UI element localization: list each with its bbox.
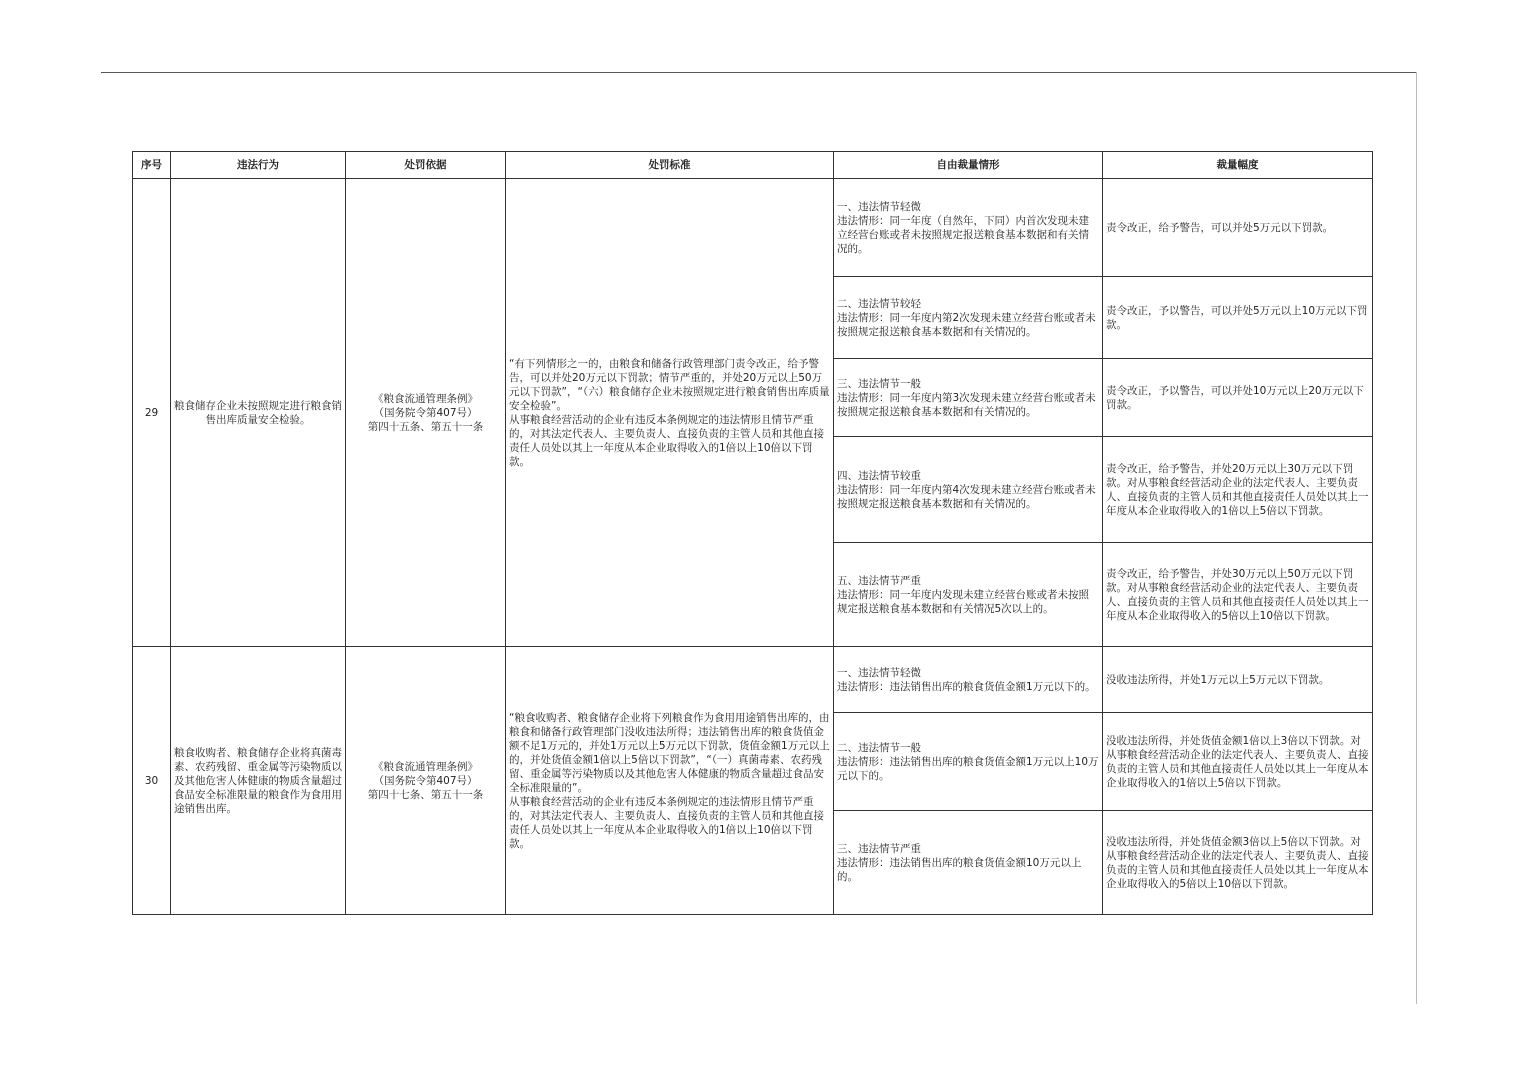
discretion-range: 责令改正，给予警告，并处30万元以上50万元以下罚款。对从事粮食经营活动企业的法定代表人、主要负责人、直接负责的主管人员和其他直接责任人员处以其上一年度从本企业取得收入的5倍以上10倍以下罚款。: [1103, 543, 1373, 647]
table-row: [133, 647, 1373, 713]
header-penalty-basis: 处罚依据: [346, 152, 506, 179]
row-serial-number: 29: [133, 179, 171, 647]
discretion-situation: 五、违法情节严重 违法情形：同一年度内发现未建立经营台账或者未按照规定报送粮食基本数据和有关情况5次以上的。: [834, 543, 1103, 647]
discretion-situation: 二、违法情节一般 违法情形：违法销售出库的粮食货值金额1万元以上10万元以下的。: [834, 713, 1103, 811]
page-top-rule: [101, 72, 1417, 73]
row-penalty-standard: “粮食收购者、粮食储存企业将下列粮食作为食用用途销售出库的，由粮食和储备行政管理部门没收违法所得；违法销售出库的粮食货值金额不足1万元的，并处1万元以上5万元以下罚款，货值金额1万元以上的，并处货值金额1倍以上5倍以下罚款”，“（一）真菌毒素、农药残留、重金属等污染物质以及其他危害人体健康的物质含量超过食品安全标准限量的”。 从事粮食经营活动的企业有违反本条例规定的违法情形且情节严重的，对其法定代表人、主要负责人、直接负责的主管人员和其他直接责任人员处以其上一年度从本企业取得收入的1倍以上10倍以下罚款。: [506, 647, 834, 915]
page-right-rule: [1416, 72, 1417, 1004]
row-penalty-standard: “有下列情形之一的，由粮食和储备行政管理部门责令改正，给予警告，可以并处20万元以下罚款；情节严重的，并处20万元以上50万元以下罚款”，“（六）粮食储存企业未按照规定进行粮食销售出库质量安全检验”。 从事粮食经营活动的企业有违反本条例规定的违法情形且情节严重的，对其法定代表人、主要负责人、直接负责的主管人员和其他直接责任人员处以其上一年度从本企业取得收入的1倍以上10倍以下罚款。: [506, 179, 834, 647]
table-header-row: [133, 152, 1373, 179]
discretion-range: 没收违法所得，并处货值金额3倍以上5倍以下罚款。对从事粮食经营活动企业的法定代表人、主要负责人、直接负责的主管人员和其他直接责任人员处以其上一年度从本企业取得收入的5倍以上10倍以下罚款。: [1103, 811, 1373, 915]
discretion-situation: 四、违法情节较重 违法情形：同一年度内第4次发现未建立经营台账或者未按照规定报送粮食基本数据和有关情况的。: [834, 437, 1103, 543]
discretion-situation: 三、违法情节严重 违法情形：违法销售出库的粮食货值金额10万元以上的。: [834, 811, 1103, 915]
header-penalty-standard: 处罚标准: [506, 152, 834, 179]
discretion-range: 责令改正，给予警告，并处20万元以上30万元以下罚款。对从事粮食经营活动企业的法定代表人、主要负责人、直接负责的主管人员和其他直接责任人员处以其上一年度从本企业取得收入的1倍以上5倍以下罚款。: [1103, 437, 1373, 543]
discretion-situation: 三、违法情节一般 违法情形：同一年度内第3次发现未建立经营台账或者未按照规定报送粮食基本数据和有关情况的。: [834, 359, 1103, 437]
table-row: [133, 179, 1373, 277]
header-serial-number: 序号: [133, 152, 171, 179]
penalty-discretion-table: [132, 151, 1373, 915]
header-violation: 违法行为: [171, 152, 346, 179]
row-violation: 粮食储存企业未按照规定进行粮食销售出库质量安全检验。: [171, 179, 346, 647]
discretion-situation: 二、违法情节较轻 违法情形：同一年度内第2次发现未建立经营台账或者未按照规定报送粮食基本数据和有关情况的。: [834, 277, 1103, 359]
row-penalty-basis: 《粮食流通管理条例》 （国务院令第407号） 第四十七条、第五十一条: [346, 647, 506, 915]
discretion-situation: 一、违法情节轻微 违法情形：同一年度（自然年，下同）内首次发现未建立经营台账或者未按照规定报送粮食基本数据和有关情况的。: [834, 179, 1103, 277]
header-discretion-range: 裁量幅度: [1103, 152, 1373, 179]
row-serial-number: 30: [133, 647, 171, 915]
discretion-range: 责令改正，予以警告，可以并处5万元以上10万元以下罚款。: [1103, 277, 1373, 359]
row-penalty-basis: 《粮食流通管理条例》 （国务院令第407号） 第四十五条、第五十一条: [346, 179, 506, 647]
discretion-range: 责令改正，给予警告，可以并处5万元以下罚款。: [1103, 179, 1373, 277]
discretion-situation: 一、违法情节轻微 违法情形：违法销售出库的粮食货值金额1万元以下的。: [834, 647, 1103, 713]
row-violation: 粮食收购者、粮食储存企业将真菌毒素、农药残留、重金属等污染物质以及其他危害人体健康的物质含量超过食品安全标准限量的粮食作为食用用途销售出库。: [171, 647, 346, 915]
discretion-range: 没收违法所得，并处1万元以上5万元以下罚款。: [1103, 647, 1373, 713]
discretion-range: 责令改正，予以警告，可以并处10万元以上20万元以下罚款。: [1103, 359, 1373, 437]
header-discretion-situation: 自由裁量情形: [834, 152, 1103, 179]
discretion-range: 没收违法所得，并处货值金额1倍以上3倍以下罚款。对从事粮食经营活动企业的法定代表人、主要负责人、直接负责的主管人员和其他直接责任人员处以其上一年度从本企业取得收入的1倍以上5倍以下罚款。: [1103, 713, 1373, 811]
